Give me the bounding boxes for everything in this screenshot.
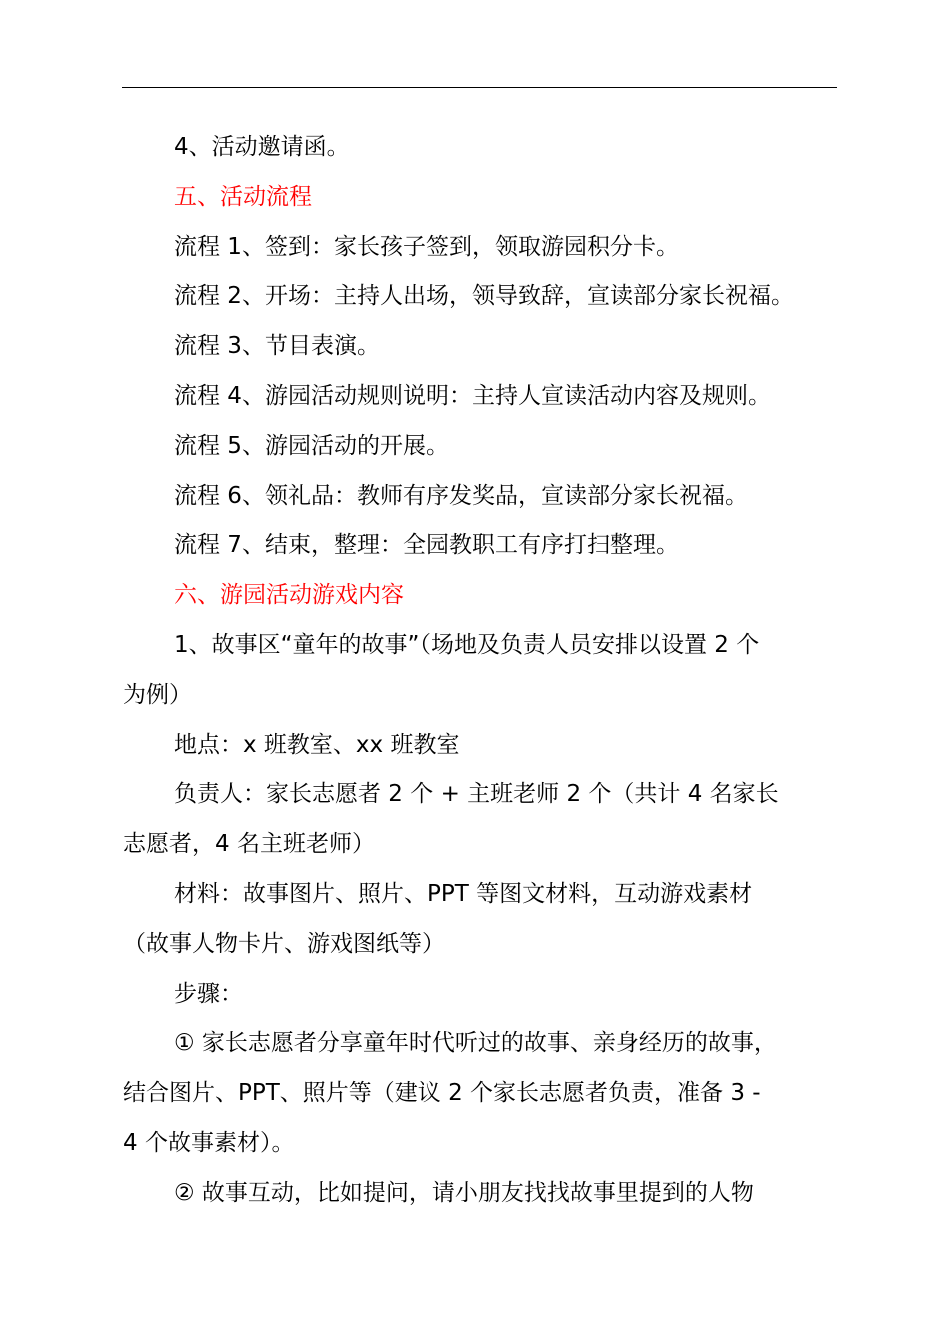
- text-line: 流程 2、开场：主持人出场，领导致辞，宣读部分家长祝福。: [174, 283, 794, 310]
- text-line: ② 故事互动，比如提问，请小朋友找找故事里提到的人物: [174, 1179, 754, 1206]
- text-line: 材料：故事图片、照片、PPT 等图文材料，互动游戏素材: [174, 880, 753, 907]
- text-line: 流程 3、节目表演。: [174, 333, 380, 360]
- text-line: 流程 5、游园活动的开展。: [174, 432, 449, 459]
- text-line: （故事人物卡片、游戏图纸等）: [123, 930, 445, 957]
- text-line: 4、活动邀请函。: [174, 134, 350, 160]
- section-heading: 五、活动流程: [174, 183, 312, 210]
- text-line: 负责人：家长志愿者 2 个 + 主班老师 2 个（共计 4 名家长: [174, 781, 779, 808]
- text-line: 为例）: [123, 681, 192, 708]
- text-line: ① 家长志愿者分享童年时代听过的故事、亲身经历的故事，: [174, 1030, 777, 1057]
- text-line: 志愿者，4 名主班老师）: [123, 831, 375, 858]
- text-line: 流程 1、签到：家长孩子签到，领取游园积分卡。: [174, 233, 679, 260]
- text-line: 流程 6、领礼品：教师有序发奖品，宣读部分家长祝福。: [174, 482, 748, 509]
- text-line: 流程 4、游园活动规则说明：主持人宣读活动内容及规则。: [174, 382, 771, 409]
- header-rule: [122, 87, 837, 88]
- text-line: 1、故事区“童年的故事”（场地及负责人员安排以设置 2 个: [174, 631, 760, 658]
- text-line: 流程 7、结束，整理：全园教职工有序打扫整理。: [174, 532, 679, 559]
- text-line: 步骤：: [174, 980, 243, 1007]
- text-line: 4 个故事素材）。: [123, 1129, 295, 1156]
- text-line: 结合图片、PPT、照片等（建议 2 个家长志愿者负责，准备 3 -: [123, 1080, 761, 1107]
- section-heading: 六、游园活动游戏内容: [174, 582, 404, 609]
- text-line: 地点：x 班教室、xx 班教室: [174, 731, 460, 758]
- document-body: [123, 123, 848, 1219]
